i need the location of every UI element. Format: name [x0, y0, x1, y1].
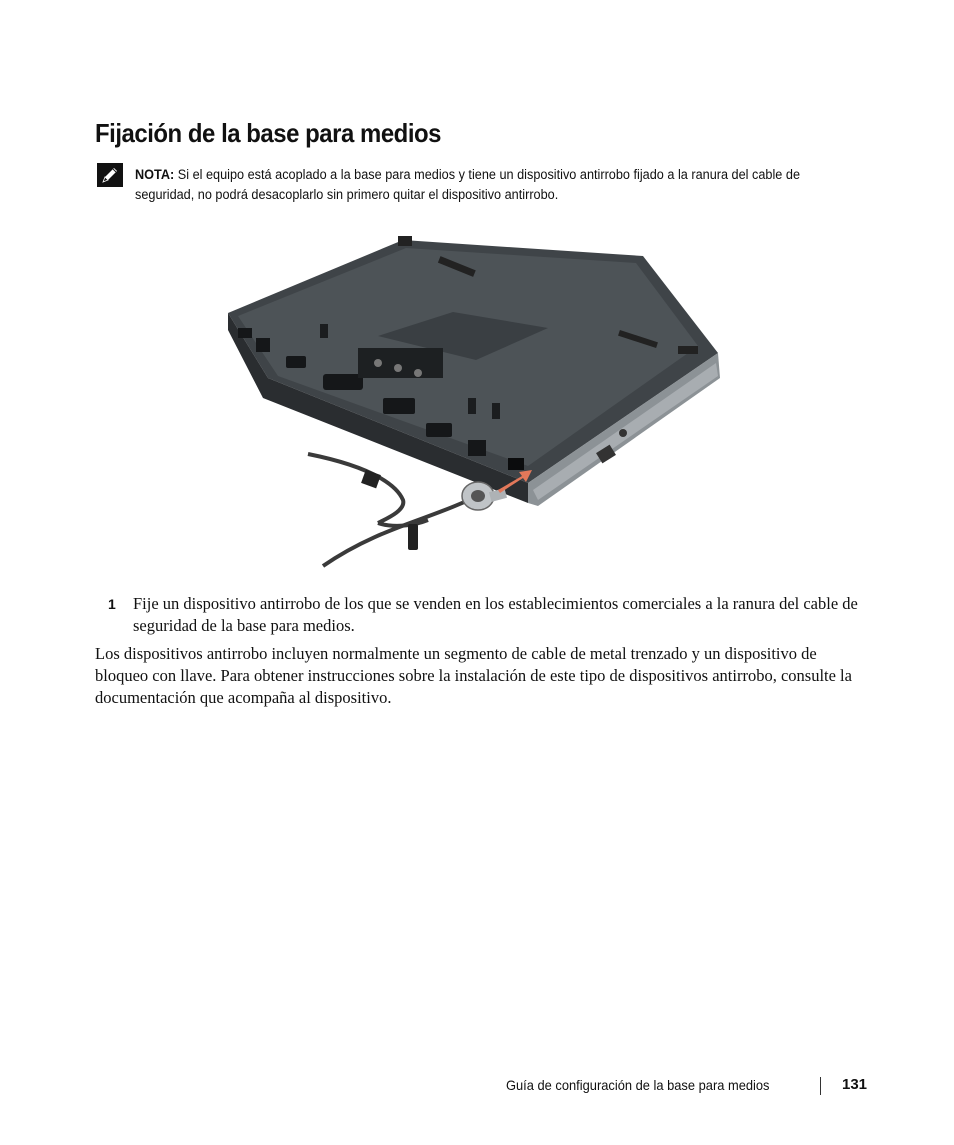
- footer-separator: [820, 1077, 821, 1095]
- step-1: [108, 593, 868, 637]
- note-text: Si el equipo está acoplado a la base para medios y tiene un dispositivo antirrobo fijado a la ranura del cable de seguridad, no podrá desacoplarlo sin primero quitar el dispositivo antirrobo.: [135, 167, 801, 202]
- footer-title: Guía de configuración de la base para medios: [506, 1077, 770, 1093]
- page-title: Fijación de la base para medios: [95, 118, 442, 148]
- step-number: 1: [108, 596, 116, 612]
- page-number: 131: [842, 1076, 868, 1093]
- pencil-note-icon: [97, 163, 123, 187]
- body-paragraph: Los dispositivos antirrobo incluyen normalmente un segmento de cable de metal trenzado y un dispositivo de bloqueo con llave. Para obtener instrucciones sobre la instalación de este tipo de dispositivos antirrobo, consulte la documentación que acompaña al dispositivo.: [95, 644, 852, 707]
- note-label: NOTA:: [135, 167, 175, 182]
- note-block: [135, 165, 831, 205]
- step-text: Fije un dispositivo antirrobo de los que se venden en los establecimientos comerciales a la ranura del cable de seguridad de la base para medios.: [133, 594, 858, 635]
- media-base-illustration: [228, 228, 728, 568]
